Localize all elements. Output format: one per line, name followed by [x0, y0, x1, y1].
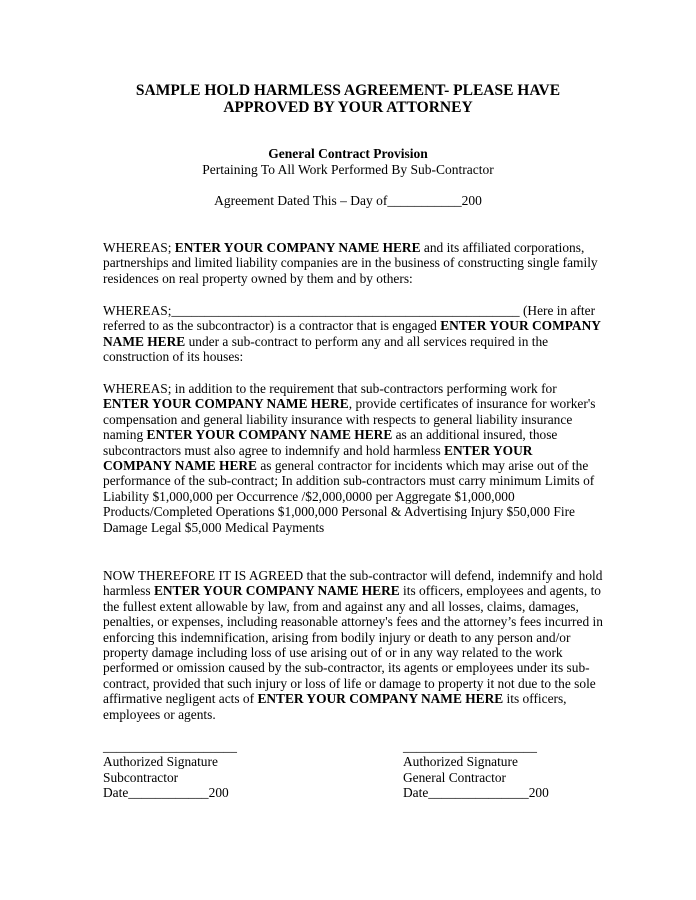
signature-role: General Contractor: [403, 769, 506, 785]
para3-text-1: WHEREAS; in addition to the requirement that sub-contractors performing work for: [103, 381, 557, 396]
company-name-placeholder: ENTER YOUR COMPANY NAME HERE: [103, 318, 601, 349]
company-name-placeholder: ENTER YOUR COMPANY NAME HERE: [153, 583, 400, 599]
para3-text-3: as an additional insured, those subcontractors must also agree to indemnify and hold harmless: [103, 427, 558, 458]
para3-text-4: as general contractor for incidents which may arise out of the performance of the sub-contract; In addition sub-contractors must carry minimum Limits of Liability $1,000,000 per Occurrence /$2,000,0000 per Aggregate $1,000,000 Products/Completed Operations $1,000,000 Personal & Advertising Injury $50,000 Fire Damage Legal $5,000 Medical Payments: [103, 458, 595, 535]
para2-text-2: under a sub-contract to perform any and all services required in the construction of its houses:: [103, 333, 549, 365]
now-therefore-paragraph: [103, 568, 603, 722]
para1-text-2: and its affiliated corporations, partnerships and limited liability companies are in the business of constructing single family residences on real property owned by them and by others:: [103, 240, 598, 286]
para1-text-1: WHEREAS;: [103, 240, 175, 255]
signature-role: Subcontractor: [103, 769, 179, 785]
signature-date: Date____________200: [103, 785, 229, 801]
signature-label: Authorized Signature: [403, 754, 518, 770]
signature-line: ____________________: [103, 739, 237, 754]
company-name-placeholder: ENTER YOUR COMPANY NAME HERE: [257, 691, 504, 707]
signature-date: Date_______________200: [403, 785, 549, 801]
section-subheading: Pertaining To All Work Performed By Sub-Contractor: [202, 162, 494, 177]
company-name-placeholder: ENTER YOUR COMPANY NAME HERE: [103, 442, 533, 474]
whereas-paragraph-1: [103, 240, 603, 286]
whereas-paragraph-3: [103, 381, 603, 535]
para3-text-2: , provide certificates of insurance for worker's compensation and general liability insurance with respects to general liability insurance naming: [103, 396, 596, 443]
document-title-line1: SAMPLE HOLD HARMLESS AGREEMENT- PLEASE HAVE: [135, 82, 561, 99]
company-name-placeholder: ENTER YOUR COMPANY NAME HERE: [146, 427, 393, 443]
para4-text-3: its officers, employees or agents.: [103, 691, 567, 722]
document-title-line2: APPROVED BY YOUR ATTORNEY: [223, 99, 473, 116]
signature-line: ____________________: [403, 739, 537, 754]
para4-text-1: NOW THEREFORE IT IS AGREED that the sub-contractor will defend, indemnify and hold harmless: [103, 568, 603, 599]
company-name-placeholder: ENTER YOUR COMPANY NAME HERE: [103, 396, 349, 412]
signature-label: Authorized Signature: [103, 754, 218, 770]
para4-text-2: its officers, employees and agents, to the fullest extent allowable by law, from and against any and all losses, claims, damages, penalties, or expenses, including reasonable attorney's fees and the attorney’s fees incurred in enforcing this indemnification, arising from bodily injury or death to any person and/or property damage including loss of use arising out of or in any way related to the work performed or omission caused by the sub-contractor, its agents or employees under its sub-contract, provided that such injury or loss of life or damage to property it not due to the sole affirmative negligent acts of: [103, 583, 603, 707]
whereas-paragraph-2: [103, 303, 603, 365]
para2-text-1: WHEREAS;____________________________________________________ (Here in after referred to as the subcontractor) is a contractor that is engaged: [103, 303, 596, 334]
section-heading: General Contract Provision: [268, 146, 428, 161]
agreement-date-line: Agreement Dated This – Day of___________200: [214, 193, 482, 208]
company-name-placeholder: ENTER YOUR COMPANY NAME HERE: [174, 240, 421, 255]
general-contractor-signature-block: [403, 739, 549, 801]
subcontractor-signature-block: [103, 739, 237, 801]
